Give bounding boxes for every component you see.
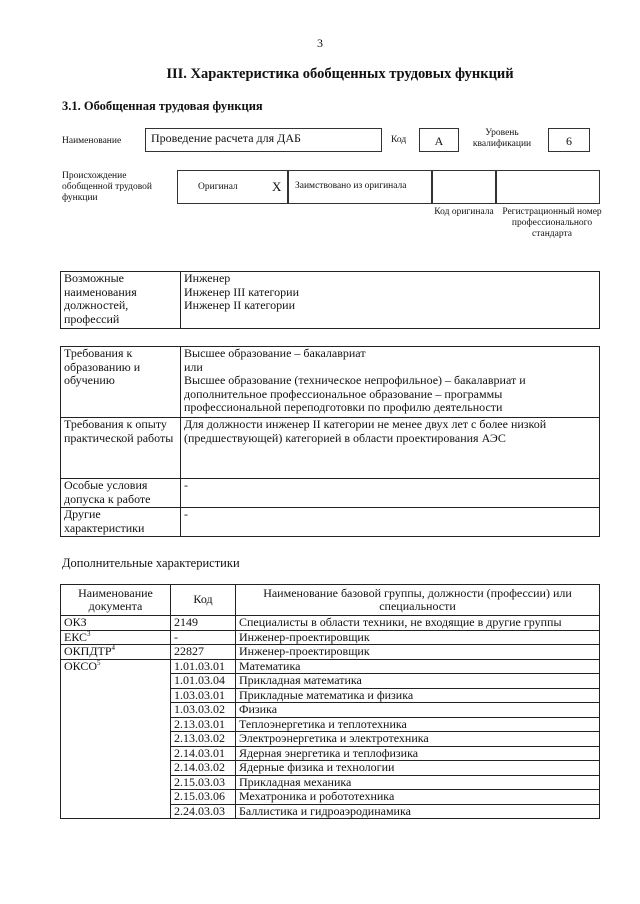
col-name-header: Наименование базовой группы, должности (профессии) или специальности	[236, 585, 600, 616]
subsection-title: 3.1. Обобщенная трудовая функция	[62, 99, 263, 113]
doc-cell	[61, 645, 171, 660]
code-cell: 2.13.03.02	[171, 732, 236, 747]
text-line: профессиональной переподготовки по профилю деятельности	[184, 400, 503, 414]
original-label: Оригинал	[198, 182, 238, 192]
original-mark: X	[272, 179, 282, 194]
name-cell: Ядерные физика и технологии	[236, 761, 600, 776]
requirements-table	[60, 346, 600, 537]
text-line: или	[184, 359, 203, 374]
code-original-label: Код оригинала	[434, 207, 494, 217]
positions-label: Возможные наименования должностей, профессий	[61, 272, 181, 329]
footnote-ref: 5	[97, 658, 101, 667]
code-original-cell	[432, 170, 496, 204]
text-line: Высшее образование – бакалавриат	[184, 346, 366, 360]
code-value: А	[419, 128, 459, 152]
conditions-value: -	[181, 479, 600, 508]
name-cell: Электроэнергетика и электротехника	[236, 732, 600, 747]
code-cell: 2149	[171, 616, 236, 631]
doc-cell: ОКЗ	[61, 616, 171, 631]
text-line: дополнительное профессиональное образование – программы	[184, 386, 503, 401]
code-cell: 1.03.03.01	[171, 688, 236, 703]
position-item: Инженер	[184, 271, 231, 285]
education-value	[181, 347, 600, 418]
code-cell: 2.24.03.03	[171, 804, 236, 819]
footnote-ref: 4	[111, 644, 116, 652]
borrowed-label: Заимствовано из оригинала	[295, 181, 407, 191]
doc-cell	[61, 630, 171, 645]
code-cell: 2.15.03.03	[171, 775, 236, 790]
name-cell: Ядерная энергетика и теплофизика	[236, 746, 600, 761]
code-cell: 1.01.03.04	[171, 674, 236, 689]
additional-table	[60, 584, 600, 819]
name-cell: Физика	[236, 703, 600, 718]
experience-value	[181, 418, 600, 479]
doc-name: ЕКС	[64, 629, 88, 644]
position-item: Инженер II категории	[184, 298, 295, 312]
code-cell: 2.15.03.06	[171, 790, 236, 805]
level-value: 6	[548, 128, 590, 152]
doc-name: ОКПДТР	[64, 644, 112, 658]
code-cell: -	[171, 630, 236, 645]
name-cell: Инженер-проектировщик	[236, 630, 600, 645]
name-value-box	[145, 128, 382, 152]
reg-number-label: Регистрационный номер профессионального стандарта	[502, 207, 602, 239]
text-line: Высшее образование (техническое непрофильное) – бакалавриат и	[184, 373, 526, 387]
other-value: -	[181, 508, 600, 537]
name-cell: Прикладная математика	[236, 674, 600, 689]
col-code-header: Код	[171, 585, 236, 616]
name-cell: Мехатроника и робототехника	[236, 790, 600, 805]
code-label: Код	[391, 135, 407, 145]
name-cell: Прикладная механика	[236, 775, 600, 790]
name-value: Проведение расчета для ДАБ	[151, 131, 301, 145]
name-cell: Баллистика и гидроаэродинамика	[236, 804, 600, 819]
footnote-ref: 3	[87, 629, 91, 638]
text-line: (предшествующей) категорией в области проектирования АЭС	[184, 430, 506, 445]
level-label: Уровень квалификации	[472, 128, 532, 149]
col-doc-header: Наименование документа	[61, 585, 171, 616]
name-cell: Прикладные математика и физика	[236, 688, 600, 703]
code-cell: 1.03.03.02	[171, 703, 236, 718]
position-item: Инженер III категории	[184, 284, 299, 299]
conditions-label: Особые условия допуска к работе	[61, 479, 181, 508]
code-cell: 2.13.03.01	[171, 717, 236, 732]
positions-table	[60, 271, 600, 329]
positions-list	[181, 272, 600, 329]
code-cell: 2.14.03.02	[171, 761, 236, 776]
additional-title: Дополнительные характеристики	[62, 556, 240, 570]
section-title: III. Характеристика обобщенных трудовых функций	[166, 66, 514, 82]
code-cell: 1.01.03.01	[171, 659, 236, 674]
name-cell: Математика	[236, 659, 600, 674]
name-cell: Инженер-проектировщик	[236, 645, 600, 660]
doc-cell	[61, 659, 171, 819]
origin-label: Происхождение обобщенной трудовой функции	[62, 171, 152, 203]
text-line: Для должности инженер II категории не менее двух лет с более низкой	[184, 417, 547, 431]
name-cell: Теплоэнергетика и теплотехника	[236, 717, 600, 732]
doc-name: ОКСО	[64, 658, 98, 673]
education-label: Требования к образованию и обучению	[61, 347, 181, 418]
other-label: Другие характеристики	[61, 508, 181, 537]
experience-label: Требования к опыту практической работы	[61, 418, 181, 479]
name-label: Наименование	[62, 136, 122, 146]
code-cell: 22827	[171, 645, 236, 660]
page-number: 3	[317, 36, 323, 50]
name-cell: Специалисты в области техники, не входящие в другие группы	[236, 616, 600, 631]
reg-number-cell	[496, 170, 600, 204]
code-cell: 2.14.03.01	[171, 746, 236, 761]
